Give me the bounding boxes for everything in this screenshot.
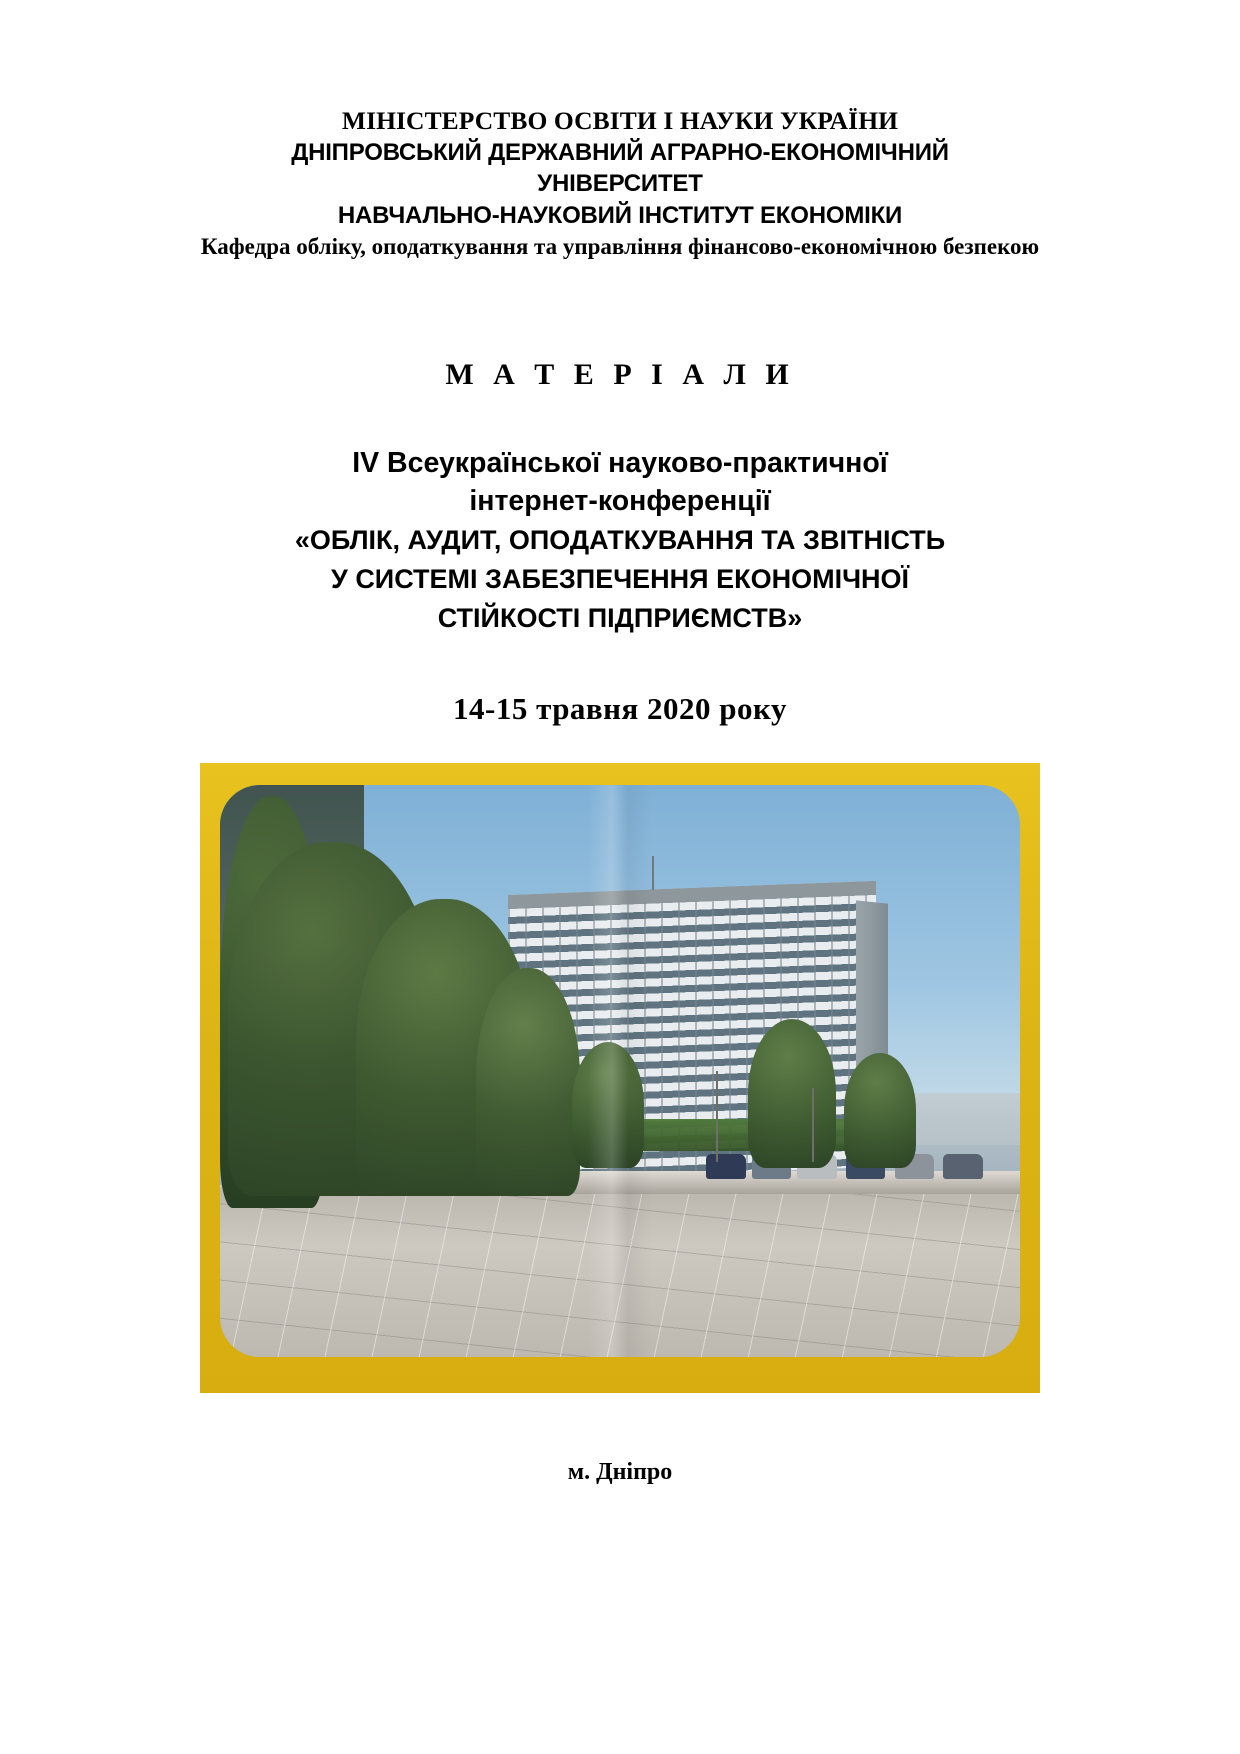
conference-title-line-3: СТІЙКОСТІ ПІДПРИЄМСТВ»	[437, 602, 803, 633]
car	[706, 1154, 746, 1179]
conifer-tree	[476, 968, 580, 1197]
ministry-line: МІНІСТЕРСТВО ОСВІТИ І НАУКИ УКРАЇНИ	[341, 106, 899, 135]
photo-frame	[200, 763, 1040, 1393]
city-label: м. Дніпро	[567, 1458, 673, 1485]
conference-line-1: IV Всеукраїнської науково-практичної	[352, 447, 888, 480]
department-line: Кафедра обліку, оподаткування та управління фінансово-економічною безпекою	[200, 233, 1040, 259]
cover-photo	[200, 763, 1040, 1393]
plaza-paving	[220, 1185, 1020, 1357]
small-tree	[844, 1053, 916, 1167]
street-lamp	[812, 1088, 814, 1162]
conference-block	[130, 444, 1110, 637]
conference-date: 14-15 травня 2020 року	[453, 690, 787, 726]
conference-title-line-2: У СИСТЕМІ ЗАБЕЗПЕЧЕННЯ ЕКОНОМІЧНОЇ	[331, 564, 909, 595]
conference-line-2: інтернет-конференції	[469, 485, 771, 518]
street-lamp	[716, 1071, 718, 1163]
materials-label: М А Т Е Р І А Л И	[445, 358, 795, 392]
car	[943, 1154, 983, 1179]
roof-antenna	[652, 856, 654, 890]
university-line-2: УНІВЕРСИТЕТ	[537, 170, 703, 198]
university-line-1: ДНІПРОВСЬКИЙ ДЕРЖАВНИЙ АГРАРНО-ЕКОНОМІЧНИЙ	[291, 139, 949, 167]
photo-image	[220, 785, 1020, 1357]
institute-line: НАВЧАЛЬНО-НАУКОВИЙ ІНСТИТУТ ЕКОНОМІКИ	[337, 201, 903, 229]
small-tree	[572, 1042, 644, 1168]
small-tree	[748, 1019, 836, 1168]
conference-title-line-1: «ОБЛІК, АУДИТ, ОПОДАТКУВАННЯ ТА ЗВІТНІСТЬ	[294, 525, 946, 556]
header-block	[130, 104, 1110, 262]
